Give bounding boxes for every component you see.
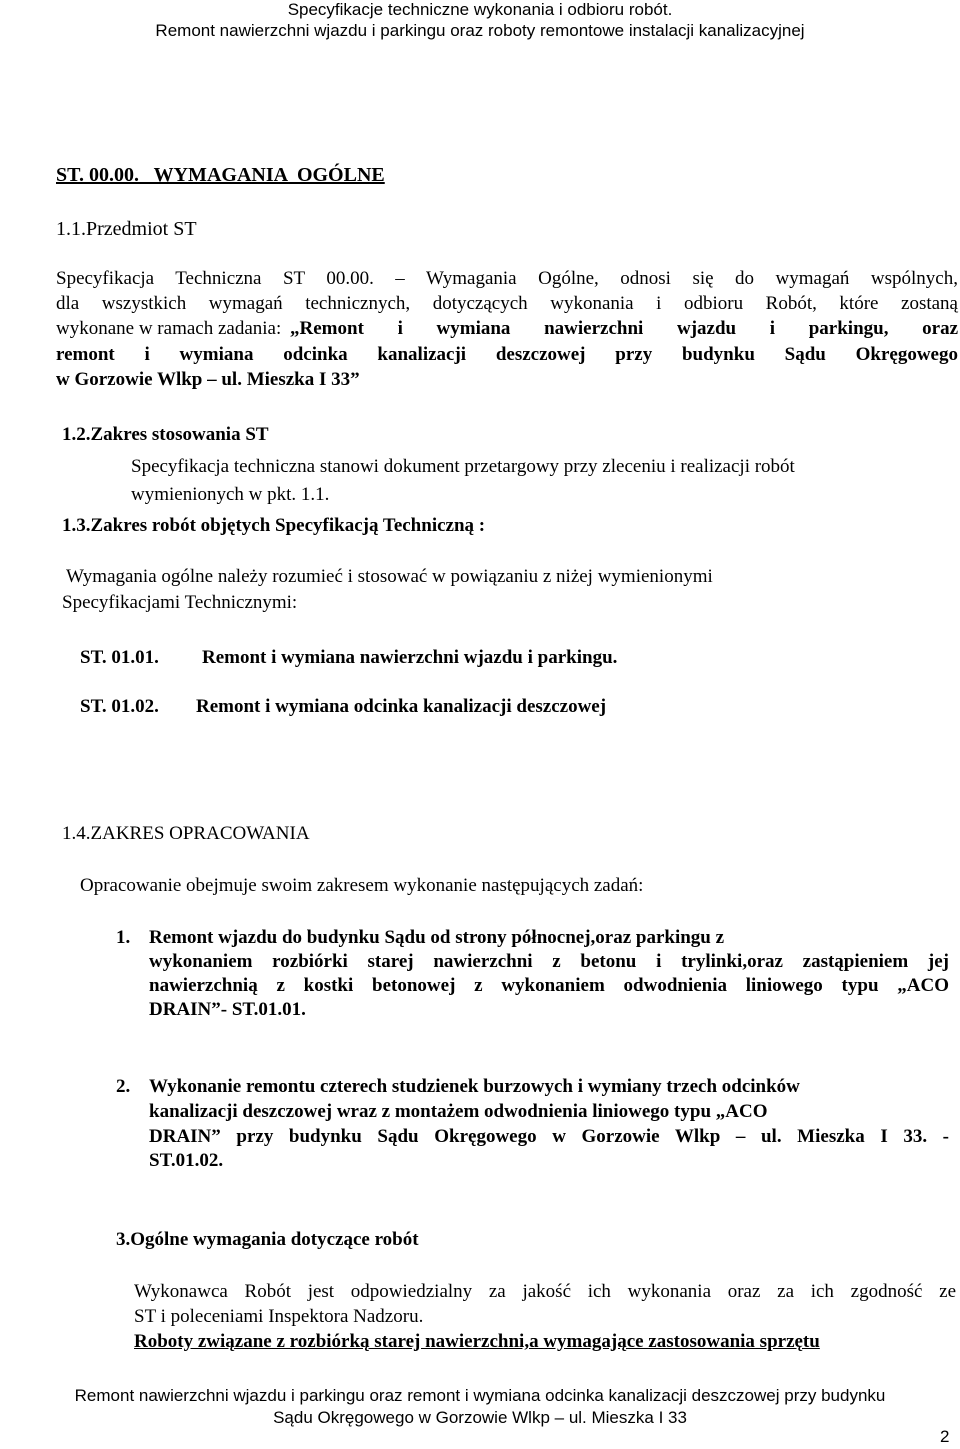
s11-line-4: remont i wymiana odcinka kanalizacji deszczowej przy budynku Sądu Okręgowego	[56, 344, 958, 365]
s3-line-2: ST i poleceniami Inspektora Nadzoru.	[134, 1306, 424, 1327]
s14-item-2-line-4: ST.01.02.	[149, 1150, 224, 1171]
s11-line-1: Specyfikacja Techniczna ST 00.00. – Wymagania Ogólne, odnosi się do wymagań wspólnych,	[56, 268, 958, 289]
s13-item-2-text: Remont i wymiana odcinka kanalizacji deszczowej	[196, 696, 607, 717]
s11-line-3-bold: „Remont i wymiana nawierzchni wjazdu i parkingu, oraz	[290, 318, 958, 339]
s14-item-2-num: 2.	[116, 1076, 131, 1097]
header-line-1: Specyfikacje techniczne wykonania i odbioru robót.	[287, 0, 673, 19]
s3-line-1: Wykonawca Robót jest odpowiedzialny za jakość ich wykonania oraz za ich zgodność ze	[134, 1281, 956, 1302]
s11-line-3	[56, 318, 958, 340]
s14-intro: Opracowanie obejmuje swoim zakresem wykonanie następujących zadań:	[80, 875, 644, 896]
section-title: ST. 00.00. WYMAGANIA OGÓLNE	[56, 164, 385, 186]
s11-line-3-plain: wykonane w ramach zadania:	[56, 318, 287, 339]
s14-item-1-line-2: wykonaniem rozbiórki starej nawierzchni z betonu i trylinki,oraz zastąpieniem jej	[149, 951, 949, 972]
s14-item-1-num: 1.	[116, 927, 131, 948]
header-line-2: Remont nawierzchni wjazdu i parkingu oraz roboty remontowe instalacji kanalizacyjnej	[155, 21, 805, 40]
s12-line-2: wymienionych w pkt. 1.1.	[131, 484, 330, 505]
s12-line-1: Specyfikacja techniczna stanowi dokument przetargowy przy zleceniu i realizacji robót	[131, 456, 795, 477]
s3-line-3: Roboty związane z rozbiórką starej nawierzchni,a wymagające zastosowania sprzętu	[134, 1331, 820, 1352]
s14-item-1-line-4: DRAIN”- ST.01.01.	[149, 999, 306, 1020]
s12-heading-text: Zakres stosowania ST	[90, 424, 269, 445]
s13-heading: 1.3.Zakres robót objętych Specyfikacją Techniczną :	[62, 515, 486, 536]
s14-item-2-line-3: DRAIN” przy budynku Sądu Okręgowego w Gorzowie Wlkp – ul. Mieszka I 33. -	[149, 1126, 949, 1147]
s14-item-2-line-2: kanalizacji deszczowej wraz z montażem odwodnienia liniowego typu „ACO	[149, 1101, 768, 1122]
s14-item-1-line-1: Remont wjazdu do budynku Sądu od strony północnej,oraz parkingu z	[149, 927, 725, 948]
s11-line-5: w Gorzowie Wlkp – ul. Mieszka I 33”	[56, 369, 360, 390]
s12-heading-num: 1.2.	[62, 424, 91, 445]
footer-line-1: Remont nawierzchni wjazdu i parkingu oraz remont i wymiana odcinka kanalizacji deszczowej przy budynku	[74, 1386, 886, 1405]
s14-item-2-line-1: Wykonanie remontu czterech studzienek burzowych i wymiany trzech odcinków	[149, 1076, 800, 1097]
s13-line-2: Specyfikacjami Technicznymi:	[62, 592, 298, 613]
s11-heading: 1.1.Przedmiot ST	[56, 218, 197, 240]
s11-line-2: dla wszystkich wymagań technicznych, dotyczących wykonania i odbioru Robót, które zostaną	[56, 293, 958, 314]
s14-item-1-line-3: nawierzchnią z kostki betonowej z wykonaniem odwodnienia liniowego typu „ACO	[149, 975, 949, 996]
s13-item-1-code: ST. 01.01.	[80, 647, 159, 668]
s3-heading: 3.Ogólne wymagania dotyczące robót	[116, 1229, 419, 1250]
footer-line-2: Sądu Okręgowego w Gorzowie Wlkp – ul. Mieszka I 33	[273, 1408, 687, 1427]
s14-heading: 1.4.ZAKRES OPRACOWANIA	[62, 823, 310, 844]
s13-item-1-text: Remont i wymiana nawierzchni wjazdu i parkingu.	[202, 647, 618, 668]
page-number: 2	[940, 1427, 950, 1446]
s13-line-1: Wymagania ogólne należy rozumieć i stosować w powiązaniu z niżej wymienionymi	[66, 566, 713, 587]
s13-item-2-code: ST. 01.02.	[80, 696, 159, 717]
s12-heading	[62, 424, 269, 446]
